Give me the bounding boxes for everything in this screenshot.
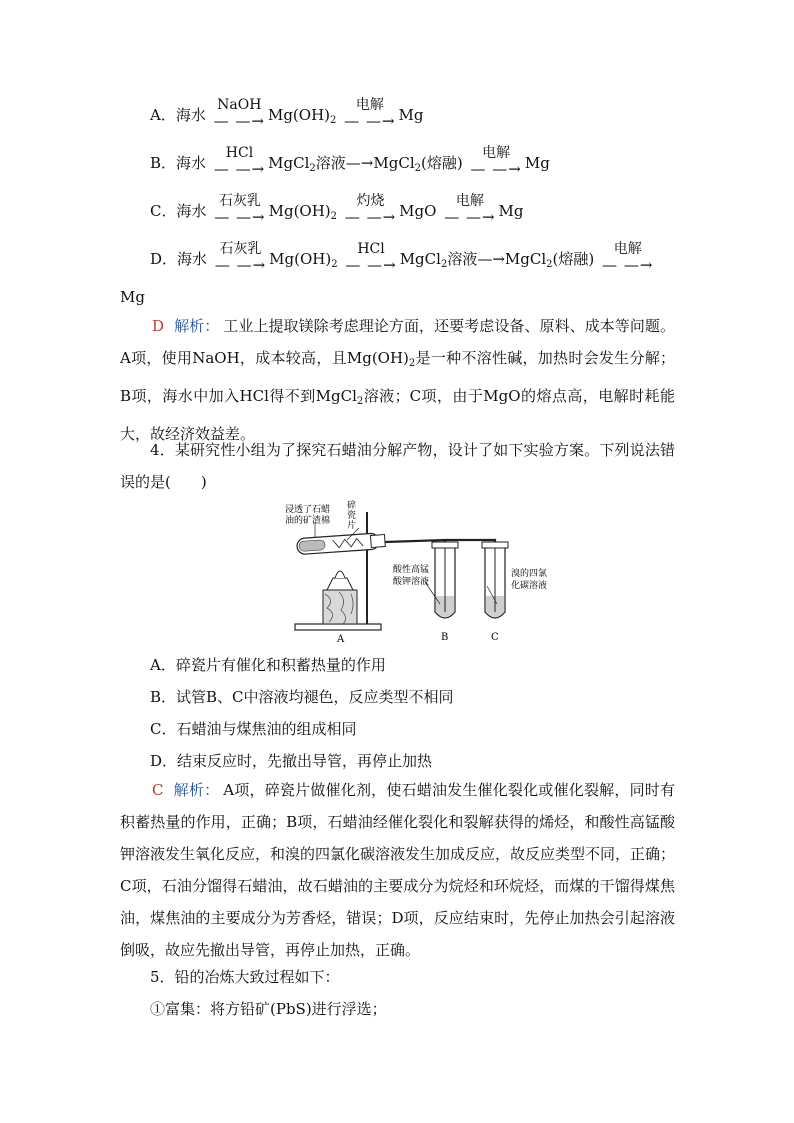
answer-letter: D [152,317,165,335]
option-a: A．海水 NaOH — —→ $Mg(OH)_2$ 电解 — —→ Mg [150,97,424,130]
q3-explanation: D 解析： 工业上提取镁除考虑理论方面，还要考虑设备、原料、成本等问题。A项，使用NaOH，成本较高，且$Mg(OH)_2$是一种不溶性碱，加热时会发生分解；B项，海水中加入HCl得不到MgCl$_2$溶液；C项，由于MgO的熔点高，电解时耗能大，故经济效益差。 [120,317,675,443]
q4-option-a: A．碎瓷片有催化和积蓄热量的作用 [150,656,386,674]
label-porcelain-2: 瓷 [347,511,357,521]
label-a: A [337,634,345,645]
explanation-label: 解析： [173,781,220,799]
option-c: C．海水 石灰乳 — —→ $Mg(OH)_2$ 灼烧 — —→ MgO 电解 — —→ Mg [150,193,524,226]
label-cotton-1: 浸透了石蜡 [285,505,331,515]
option-b: B．海水 HCl — —→ MgCl$_2$溶液—→MgCl$_2$(熔融) 电解 — —→ Mg [150,145,550,178]
label-cotton-2: 油的矿渣棉 [285,516,331,526]
reaction-arrow: 灼烧 — —→ [344,193,397,226]
label-kmno4-2: 酸钾溶液 [393,577,430,587]
q4-option-c: C．石蜡油与煤焦油的组成相同 [150,720,357,738]
reaction-arrow: 电解 — —→ [602,241,654,274]
reaction-arrow: 石灰乳 — —→ [214,193,266,226]
apparatus-figure [275,500,555,645]
question-5-step-1: ①富集：将方铅矿(PbS)进行浮选； [150,1000,387,1018]
option-d: D．海水 石灰乳 — —→ $Mg(OH)_2$ HCl — —→ MgCl$_2$溶液—→MgCl$_2$(熔融) 电解 — —→ [150,241,654,274]
option-label: C．海水 [150,202,207,220]
question-4-stem: 4．某研究性小组为了探究石蜡油分解产物，设计了如下实验方案。下列说法错误的是( ) [120,441,675,491]
label-porcelain-3: 片 [347,521,357,531]
answer-letter: C [152,781,164,799]
explanation-label: 解析： [174,317,220,335]
label-b: B [441,632,449,643]
question-5-stem: 5．铅的冶炼大致过程如下： [150,968,340,986]
label-kmno4-1: 酸性高锰 [393,565,430,575]
q4-option-b: B．试管B、C中溶液均褪色，反应类型不相同 [150,688,454,706]
option-label: B．海水 [150,154,207,172]
reaction-arrow: HCl — —→ [213,145,266,178]
reaction-arrow: 石灰乳 — —→ [214,241,267,274]
label-bromine-1: 溴的四氯 [511,569,548,579]
label-c: C [491,632,499,643]
reaction-arrow: 电解 — —→ [344,97,396,130]
q4-option-d: D．结束反应时，先撤出导管，再停止加热 [150,752,433,770]
q4-explanation: C 解析： A项，碎瓷片做催化剂，使石蜡油发生催化裂化或催化裂解，同时有积蓄热量的作用，正确；B项，石蜡油经催化裂化和裂解获得的烯烃，和酸性高锰酸钾溶液发生氧化反应，和溴的四氯化碳溶液发生加成反应，故反应类型不同，正确；C项，石油分馏得石蜡油，故石蜡油的主要成分为烷烃和环烷烃，而煤的干馏得煤焦油，煤焦油的主要成分为芳香烃，错误；D项，反应结束时，先停止加热会引起溶液倒吸，故应先撤出导管，再停止加热，正确。 [120,781,676,959]
reaction-arrow: NaOH — —→ [213,97,265,130]
label-porcelain-1: 碎 [347,501,357,511]
option-label: A．海水 [150,106,206,124]
option-d-wrap: Mg [120,288,145,306]
reaction-arrow: 电解 — —→ [444,193,496,226]
reaction-arrow: 电解 — —→ [470,145,522,178]
reaction-arrow: HCl — —→ [345,241,397,274]
option-label: D．海水 [150,250,208,268]
label-bromine-2: 化碳溶液 [511,581,548,591]
